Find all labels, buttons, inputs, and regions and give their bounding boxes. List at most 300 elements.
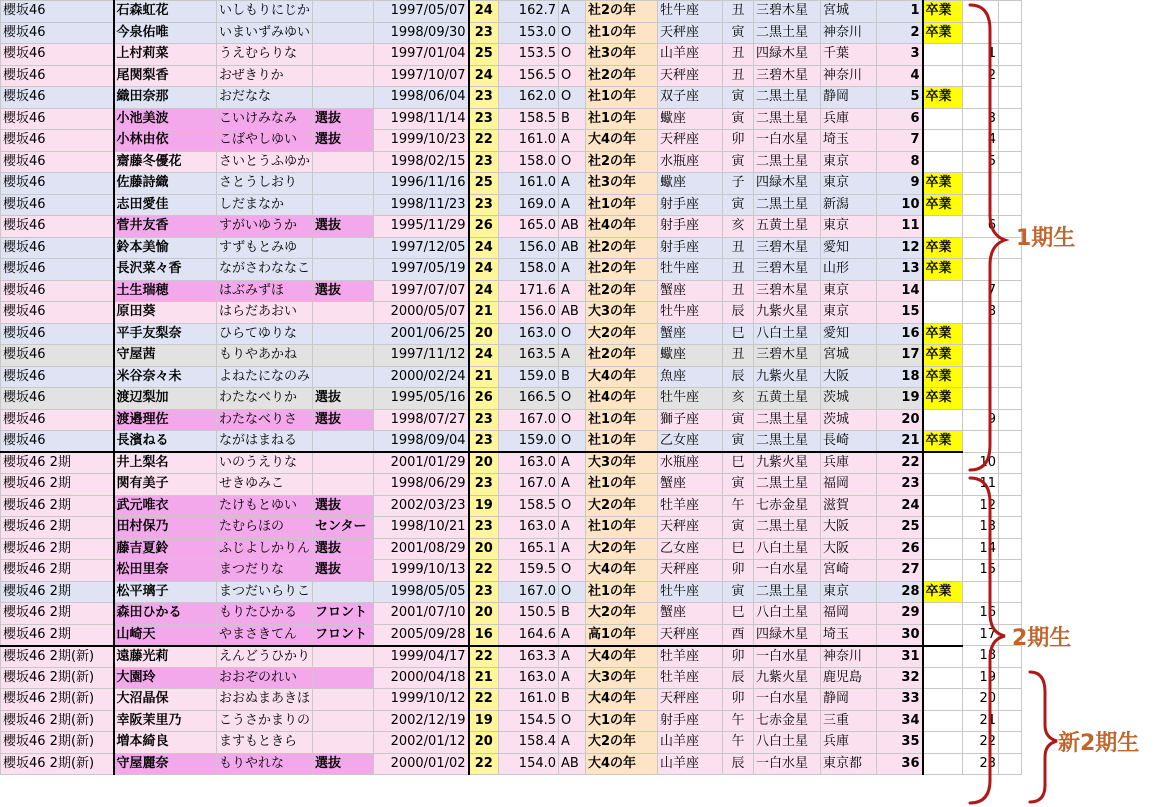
eto-cell[interactable]: 丑	[723, 65, 754, 87]
blood-type-cell[interactable]: O	[559, 151, 586, 173]
role-cell[interactable]	[313, 646, 374, 668]
height-cell[interactable]: 167.0	[499, 409, 559, 431]
prefecture-cell[interactable]: 新潟	[821, 194, 877, 216]
kana-cell[interactable]: さいとうふゆか	[217, 151, 313, 173]
school-year-cell[interactable]: 社1の年	[586, 474, 658, 496]
role-cell[interactable]: 選抜	[313, 538, 374, 560]
graduation-cell[interactable]	[923, 689, 963, 711]
height-cell[interactable]: 165.0	[499, 216, 559, 238]
blood-type-cell[interactable]: A	[559, 538, 586, 560]
sequence-cell[interactable]: 23	[963, 753, 999, 775]
role-cell[interactable]	[313, 732, 374, 754]
name-cell[interactable]: 尾関梨香	[114, 65, 217, 87]
blood-type-cell[interactable]: O	[559, 65, 586, 87]
prefecture-cell[interactable]: 千葉	[821, 44, 877, 66]
sequence-cell[interactable]: 19	[963, 667, 999, 689]
height-cell[interactable]: 162.0	[499, 87, 559, 109]
birthdate-cell[interactable]: 1998/09/30	[374, 22, 469, 44]
role-cell[interactable]: 選抜	[313, 108, 374, 130]
prefecture-cell[interactable]: 神奈川	[821, 65, 877, 87]
graduation-cell[interactable]	[923, 624, 963, 646]
birthdate-cell[interactable]: 2002/01/12	[374, 732, 469, 754]
kana-cell[interactable]: せきゆみこ	[217, 474, 313, 496]
graduation-cell[interactable]: 卒業	[923, 366, 963, 388]
zodiac-cell[interactable]: 山羊座	[658, 44, 723, 66]
prefecture-cell[interactable]: 宮崎	[821, 560, 877, 582]
kyusei-cell[interactable]: 九紫火星	[754, 366, 821, 388]
blood-type-cell[interactable]: O	[559, 87, 586, 109]
blood-type-cell[interactable]: A	[559, 280, 586, 302]
prefecture-cell[interactable]: 東京	[821, 280, 877, 302]
name-cell[interactable]: 藤吉夏鈴	[114, 538, 217, 560]
blood-type-cell[interactable]: A	[559, 173, 586, 195]
age-cell[interactable]: 22	[469, 560, 499, 582]
eto-cell[interactable]: 子	[723, 173, 754, 195]
group-cell[interactable]: 櫻坂46 2期(新)	[1, 753, 114, 775]
zodiac-cell[interactable]: 牡牛座	[658, 1, 723, 23]
role-cell[interactable]	[313, 431, 374, 453]
kana-cell[interactable]: すがいゆうか	[217, 216, 313, 238]
blood-type-cell[interactable]: O	[559, 431, 586, 453]
eto-cell[interactable]: 寅	[723, 108, 754, 130]
kana-cell[interactable]: こうさかまりの	[217, 710, 313, 732]
role-cell[interactable]	[313, 259, 374, 281]
eto-cell[interactable]: 卯	[723, 130, 754, 152]
eto-cell[interactable]: 寅	[723, 474, 754, 496]
school-year-cell[interactable]: 大4の年	[586, 366, 658, 388]
eto-cell[interactable]: 巳	[723, 452, 754, 474]
age-cell[interactable]: 23	[469, 431, 499, 453]
member-number-cell[interactable]: 4	[877, 65, 923, 87]
kana-cell[interactable]: まつだいらりこ	[217, 581, 313, 603]
group-cell[interactable]: 櫻坂46	[1, 194, 114, 216]
group-cell[interactable]: 櫻坂46 2期(新)	[1, 710, 114, 732]
birthdate-cell[interactable]: 1998/05/05	[374, 581, 469, 603]
prefecture-cell[interactable]: 大阪	[821, 538, 877, 560]
height-cell[interactable]: 167.0	[499, 581, 559, 603]
member-number-cell[interactable]: 2	[877, 22, 923, 44]
role-cell[interactable]	[313, 65, 374, 87]
prefecture-cell[interactable]: 東京	[821, 216, 877, 238]
zodiac-cell[interactable]: 蟹座	[658, 603, 723, 625]
school-year-cell[interactable]: 大4の年	[586, 689, 658, 711]
member-number-cell[interactable]: 12	[877, 237, 923, 259]
birthdate-cell[interactable]: 1997/12/05	[374, 237, 469, 259]
prefecture-cell[interactable]: 兵庫	[821, 452, 877, 474]
group-cell[interactable]: 櫻坂46	[1, 237, 114, 259]
name-cell[interactable]: 渡邉理佐	[114, 409, 217, 431]
name-cell[interactable]: 今泉佑唯	[114, 22, 217, 44]
role-cell[interactable]	[313, 474, 374, 496]
zodiac-cell[interactable]: 天秤座	[658, 517, 723, 539]
school-year-cell[interactable]: 大2の年	[586, 538, 658, 560]
group-cell[interactable]: 櫻坂46	[1, 366, 114, 388]
age-cell[interactable]: 22	[469, 646, 499, 668]
height-cell[interactable]: 150.5	[499, 603, 559, 625]
member-number-cell[interactable]: 20	[877, 409, 923, 431]
kyusei-cell[interactable]: 一白水星	[754, 646, 821, 668]
graduation-cell[interactable]	[923, 452, 963, 474]
birthdate-cell[interactable]: 2002/12/19	[374, 710, 469, 732]
role-cell[interactable]	[313, 323, 374, 345]
sequence-cell[interactable]: 8	[963, 302, 999, 324]
zodiac-cell[interactable]: 蟹座	[658, 474, 723, 496]
graduation-cell[interactable]: 卒業	[923, 323, 963, 345]
group-cell[interactable]: 櫻坂46	[1, 151, 114, 173]
eto-cell[interactable]: 丑	[723, 280, 754, 302]
birthdate-cell[interactable]: 1999/10/23	[374, 130, 469, 152]
eto-cell[interactable]: 寅	[723, 517, 754, 539]
eto-cell[interactable]: 卯	[723, 646, 754, 668]
age-cell[interactable]: 23	[469, 474, 499, 496]
birthdate-cell[interactable]: 2005/09/28	[374, 624, 469, 646]
blood-type-cell[interactable]: A	[559, 474, 586, 496]
member-number-cell[interactable]: 5	[877, 87, 923, 109]
group-cell[interactable]: 櫻坂46	[1, 65, 114, 87]
zodiac-cell[interactable]: 天秤座	[658, 65, 723, 87]
graduation-cell[interactable]: 卒業	[923, 173, 963, 195]
kana-cell[interactable]: おぜきりか	[217, 65, 313, 87]
prefecture-cell[interactable]: 東京	[821, 302, 877, 324]
sequence-cell[interactable]: 3	[963, 108, 999, 130]
height-cell[interactable]: 153.5	[499, 44, 559, 66]
age-cell[interactable]: 21	[469, 366, 499, 388]
school-year-cell[interactable]: 社3の年	[586, 173, 658, 195]
birthdate-cell[interactable]: 1998/07/27	[374, 409, 469, 431]
member-number-cell[interactable]: 36	[877, 753, 923, 775]
kyusei-cell[interactable]: 八白土星	[754, 603, 821, 625]
name-cell[interactable]: 渡辺梨加	[114, 388, 217, 410]
zodiac-cell[interactable]: 山羊座	[658, 753, 723, 775]
name-cell[interactable]: 織田奈那	[114, 87, 217, 109]
graduation-cell[interactable]	[923, 474, 963, 496]
height-cell[interactable]: 154.0	[499, 753, 559, 775]
zodiac-cell[interactable]: 牡牛座	[658, 388, 723, 410]
school-year-cell[interactable]: 社1の年	[586, 194, 658, 216]
group-cell[interactable]: 櫻坂46 2期	[1, 452, 114, 474]
school-year-cell[interactable]: 社4の年	[586, 216, 658, 238]
prefecture-cell[interactable]: 宮城	[821, 1, 877, 23]
height-cell[interactable]: 163.3	[499, 646, 559, 668]
name-cell[interactable]: 大園玲	[114, 667, 217, 689]
school-year-cell[interactable]: 大2の年	[586, 323, 658, 345]
kyusei-cell[interactable]: 五黄土星	[754, 388, 821, 410]
age-cell[interactable]: 20	[469, 603, 499, 625]
blood-type-cell[interactable]: A	[559, 732, 586, 754]
kana-cell[interactable]: もりたひかる	[217, 603, 313, 625]
prefecture-cell[interactable]: 神奈川	[821, 646, 877, 668]
graduation-cell[interactable]	[923, 216, 963, 238]
birthdate-cell[interactable]: 2000/04/18	[374, 667, 469, 689]
member-number-cell[interactable]: 17	[877, 345, 923, 367]
group-cell[interactable]: 櫻坂46 2期(新)	[1, 689, 114, 711]
eto-cell[interactable]: 寅	[723, 581, 754, 603]
group-cell[interactable]: 櫻坂46	[1, 280, 114, 302]
zodiac-cell[interactable]: 牡羊座	[658, 495, 723, 517]
sequence-cell[interactable]: 10	[963, 452, 999, 474]
member-number-cell[interactable]: 24	[877, 495, 923, 517]
graduation-cell[interactable]	[923, 65, 963, 87]
birthdate-cell[interactable]: 1997/05/07	[374, 1, 469, 23]
blood-type-cell[interactable]: O	[559, 388, 586, 410]
kana-cell[interactable]: ながはまねる	[217, 431, 313, 453]
blood-type-cell[interactable]: B	[559, 689, 586, 711]
prefecture-cell[interactable]: 鹿児島	[821, 667, 877, 689]
zodiac-cell[interactable]: 天秤座	[658, 130, 723, 152]
school-year-cell[interactable]: 社2の年	[586, 237, 658, 259]
member-number-cell[interactable]: 1	[877, 1, 923, 23]
graduation-cell[interactable]	[923, 108, 963, 130]
zodiac-cell[interactable]: 牡牛座	[658, 259, 723, 281]
prefecture-cell[interactable]: 静岡	[821, 87, 877, 109]
birthdate-cell[interactable]: 2002/03/23	[374, 495, 469, 517]
graduation-cell[interactable]: 卒業	[923, 581, 963, 603]
name-cell[interactable]: 松平璃子	[114, 581, 217, 603]
zodiac-cell[interactable]: 魚座	[658, 366, 723, 388]
group-cell[interactable]: 櫻坂46 2期	[1, 495, 114, 517]
eto-cell[interactable]: 亥	[723, 388, 754, 410]
blood-type-cell[interactable]: A	[559, 130, 586, 152]
member-number-cell[interactable]: 3	[877, 44, 923, 66]
prefecture-cell[interactable]: 東京	[821, 581, 877, 603]
height-cell[interactable]: 161.0	[499, 689, 559, 711]
role-cell[interactable]	[313, 1, 374, 23]
kana-cell[interactable]: はぶみずほ	[217, 280, 313, 302]
school-year-cell[interactable]: 大4の年	[586, 560, 658, 582]
kyusei-cell[interactable]: 九紫火星	[754, 667, 821, 689]
blood-type-cell[interactable]: A	[559, 345, 586, 367]
kyusei-cell[interactable]: 一白水星	[754, 753, 821, 775]
prefecture-cell[interactable]: 長崎	[821, 431, 877, 453]
birthdate-cell[interactable]: 1995/11/29	[374, 216, 469, 238]
eto-cell[interactable]: 寅	[723, 151, 754, 173]
name-cell[interactable]: 大沼晶保	[114, 689, 217, 711]
sequence-cell[interactable]: 6	[963, 216, 999, 238]
blood-type-cell[interactable]: O	[559, 710, 586, 732]
graduation-cell[interactable]	[923, 302, 963, 324]
birthdate-cell[interactable]: 1998/02/15	[374, 151, 469, 173]
prefecture-cell[interactable]: 山形	[821, 259, 877, 281]
eto-cell[interactable]: 卯	[723, 689, 754, 711]
role-cell[interactable]	[313, 44, 374, 66]
age-cell[interactable]: 23	[469, 581, 499, 603]
name-cell[interactable]: 武元唯衣	[114, 495, 217, 517]
eto-cell[interactable]: 丑	[723, 44, 754, 66]
graduation-cell[interactable]: 卒業	[923, 1, 963, 23]
school-year-cell[interactable]: 社1の年	[586, 431, 658, 453]
prefecture-cell[interactable]: 大阪	[821, 517, 877, 539]
role-cell[interactable]	[313, 22, 374, 44]
kyusei-cell[interactable]: 七赤金星	[754, 495, 821, 517]
member-number-cell[interactable]: 11	[877, 216, 923, 238]
name-cell[interactable]: 田村保乃	[114, 517, 217, 539]
kyusei-cell[interactable]: 三碧木星	[754, 237, 821, 259]
sequence-cell[interactable]: 11	[963, 474, 999, 496]
prefecture-cell[interactable]: 兵庫	[821, 732, 877, 754]
school-year-cell[interactable]: 社1の年	[586, 581, 658, 603]
age-cell[interactable]: 25	[469, 44, 499, 66]
kyusei-cell[interactable]: 二黒土星	[754, 87, 821, 109]
age-cell[interactable]: 23	[469, 409, 499, 431]
role-cell[interactable]	[313, 302, 374, 324]
height-cell[interactable]: 161.0	[499, 130, 559, 152]
school-year-cell[interactable]: 大3の年	[586, 302, 658, 324]
kana-cell[interactable]: こいけみなみ	[217, 108, 313, 130]
sequence-cell[interactable]: 2	[963, 65, 999, 87]
role-cell[interactable]: 選抜	[313, 388, 374, 410]
name-cell[interactable]: 守屋麗奈	[114, 753, 217, 775]
sequence-cell[interactable]: 7	[963, 280, 999, 302]
name-cell[interactable]: 土生瑞穂	[114, 280, 217, 302]
role-cell[interactable]	[313, 194, 374, 216]
member-number-cell[interactable]: 15	[877, 302, 923, 324]
eto-cell[interactable]: 午	[723, 710, 754, 732]
school-year-cell[interactable]: 社2の年	[586, 259, 658, 281]
kyusei-cell[interactable]: 二黒土星	[754, 194, 821, 216]
member-number-cell[interactable]: 29	[877, 603, 923, 625]
graduation-cell[interactable]: 卒業	[923, 194, 963, 216]
blood-type-cell[interactable]: O	[559, 22, 586, 44]
graduation-cell[interactable]	[923, 280, 963, 302]
member-number-cell[interactable]: 6	[877, 108, 923, 130]
blood-type-cell[interactable]: O	[559, 409, 586, 431]
group-cell[interactable]: 櫻坂46	[1, 22, 114, 44]
prefecture-cell[interactable]: 兵庫	[821, 108, 877, 130]
age-cell[interactable]: 23	[469, 194, 499, 216]
zodiac-cell[interactable]: 乙女座	[658, 538, 723, 560]
kana-cell[interactable]: いしもりにじか	[217, 1, 313, 23]
age-cell[interactable]: 26	[469, 388, 499, 410]
age-cell[interactable]: 19	[469, 495, 499, 517]
name-cell[interactable]: 遠藤光莉	[114, 646, 217, 668]
kyusei-cell[interactable]: 一白水星	[754, 560, 821, 582]
birthdate-cell[interactable]: 1998/06/04	[374, 87, 469, 109]
graduation-cell[interactable]: 卒業	[923, 22, 963, 44]
blood-type-cell[interactable]: A	[559, 624, 586, 646]
age-cell[interactable]: 19	[469, 710, 499, 732]
zodiac-cell[interactable]: 水瓶座	[658, 151, 723, 173]
prefecture-cell[interactable]: 静岡	[821, 689, 877, 711]
graduation-cell[interactable]	[923, 667, 963, 689]
blood-type-cell[interactable]: A	[559, 452, 586, 474]
name-cell[interactable]: 齋藤冬優花	[114, 151, 217, 173]
zodiac-cell[interactable]: 蠍座	[658, 345, 723, 367]
kyusei-cell[interactable]: 三碧木星	[754, 345, 821, 367]
graduation-cell[interactable]	[923, 560, 963, 582]
zodiac-cell[interactable]: 牡牛座	[658, 302, 723, 324]
name-cell[interactable]: 原田葵	[114, 302, 217, 324]
eto-cell[interactable]: 丑	[723, 237, 754, 259]
blood-type-cell[interactable]: O	[559, 560, 586, 582]
school-year-cell[interactable]: 社1の年	[586, 108, 658, 130]
zodiac-cell[interactable]: 天秤座	[658, 560, 723, 582]
sequence-cell[interactable]: 13	[963, 517, 999, 539]
age-cell[interactable]: 22	[469, 130, 499, 152]
kana-cell[interactable]: やまさきてん	[217, 624, 313, 646]
zodiac-cell[interactable]: 天秤座	[658, 624, 723, 646]
member-number-cell[interactable]: 22	[877, 452, 923, 474]
age-cell[interactable]: 21	[469, 667, 499, 689]
role-cell[interactable]	[313, 452, 374, 474]
sequence-cell[interactable]: 20	[963, 689, 999, 711]
height-cell[interactable]: 158.0	[499, 151, 559, 173]
role-cell[interactable]: 選抜	[313, 280, 374, 302]
age-cell[interactable]: 21	[469, 302, 499, 324]
sequence-cell[interactable]: 21	[963, 710, 999, 732]
blood-type-cell[interactable]: A	[559, 1, 586, 23]
height-cell[interactable]: 156.0	[499, 237, 559, 259]
group-cell[interactable]: 櫻坂46 2期	[1, 581, 114, 603]
blood-type-cell[interactable]: AB	[559, 216, 586, 238]
height-cell[interactable]: 166.5	[499, 388, 559, 410]
age-cell[interactable]: 23	[469, 87, 499, 109]
member-number-cell[interactable]: 25	[877, 517, 923, 539]
height-cell[interactable]: 164.6	[499, 624, 559, 646]
height-cell[interactable]: 159.5	[499, 560, 559, 582]
height-cell[interactable]: 163.0	[499, 667, 559, 689]
age-cell[interactable]: 23	[469, 151, 499, 173]
eto-cell[interactable]: 辰	[723, 667, 754, 689]
name-cell[interactable]: 山崎天	[114, 624, 217, 646]
age-cell[interactable]: 20	[469, 538, 499, 560]
prefecture-cell[interactable]: 埼玉	[821, 130, 877, 152]
eto-cell[interactable]: 寅	[723, 194, 754, 216]
name-cell[interactable]: 長濱ねる	[114, 431, 217, 453]
name-cell[interactable]: 幸阪茉里乃	[114, 710, 217, 732]
name-cell[interactable]: 小池美波	[114, 108, 217, 130]
birthdate-cell[interactable]: 2000/02/24	[374, 366, 469, 388]
name-cell[interactable]: 長沢菜々香	[114, 259, 217, 281]
name-cell[interactable]: 佐藤詩織	[114, 173, 217, 195]
kyusei-cell[interactable]: 四緑木星	[754, 44, 821, 66]
graduation-cell[interactable]	[923, 44, 963, 66]
member-number-cell[interactable]: 32	[877, 667, 923, 689]
name-cell[interactable]: 上村莉菜	[114, 44, 217, 66]
group-cell[interactable]: 櫻坂46 2期	[1, 624, 114, 646]
height-cell[interactable]: 163.0	[499, 323, 559, 345]
school-year-cell[interactable]: 社1の年	[586, 22, 658, 44]
birthdate-cell[interactable]: 2001/06/25	[374, 323, 469, 345]
role-cell[interactable]	[313, 237, 374, 259]
group-cell[interactable]: 櫻坂46	[1, 259, 114, 281]
age-cell[interactable]: 22	[469, 689, 499, 711]
role-cell[interactable]: 選抜	[313, 409, 374, 431]
member-number-cell[interactable]: 30	[877, 624, 923, 646]
group-cell[interactable]: 櫻坂46 2期	[1, 603, 114, 625]
blood-type-cell[interactable]: A	[559, 194, 586, 216]
kana-cell[interactable]: すずもとみゆ	[217, 237, 313, 259]
role-cell[interactable]	[313, 689, 374, 711]
kana-cell[interactable]: はらだあおい	[217, 302, 313, 324]
age-cell[interactable]: 24	[469, 1, 499, 23]
school-year-cell[interactable]: 大3の年	[586, 452, 658, 474]
group-cell[interactable]: 櫻坂46	[1, 323, 114, 345]
graduation-cell[interactable]	[923, 710, 963, 732]
prefecture-cell[interactable]: 大阪	[821, 366, 877, 388]
eto-cell[interactable]: 寅	[723, 22, 754, 44]
prefecture-cell[interactable]: 東京	[821, 151, 877, 173]
prefecture-cell[interactable]: 福岡	[821, 603, 877, 625]
zodiac-cell[interactable]: 蠍座	[658, 173, 723, 195]
age-cell[interactable]: 24	[469, 280, 499, 302]
zodiac-cell[interactable]: 蟹座	[658, 323, 723, 345]
role-cell[interactable]: センター	[313, 517, 374, 539]
blood-type-cell[interactable]: A	[559, 259, 586, 281]
eto-cell[interactable]: 午	[723, 732, 754, 754]
birthdate-cell[interactable]: 1996/11/16	[374, 173, 469, 195]
height-cell[interactable]: 154.5	[499, 710, 559, 732]
graduation-cell[interactable]: 卒業	[923, 259, 963, 281]
